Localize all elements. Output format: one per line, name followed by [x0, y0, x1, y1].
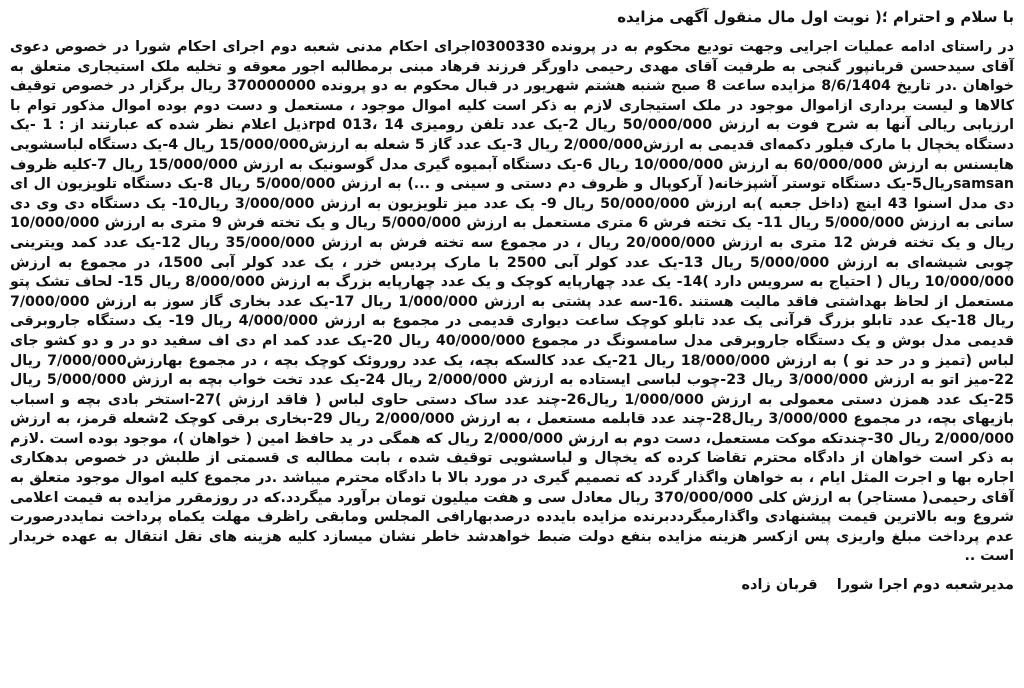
signature-block: [10, 575, 1014, 595]
notice-heading: با سلام و احترام ؛( نوبت اول مال منقول آگهی مزایده: [617, 8, 1014, 26]
signature-title: مدیرشعبه دوم اجرا شورا: [836, 577, 1014, 594]
signature-name: قربان زاده: [741, 577, 818, 594]
notice-body: در راستای ادامه عملیات اجرایی وجهت تودیع محکوم به در پرونده 0300330اجرای احکام مدنی شعبه دوم اجرای احکام شورا در خصوص دعوی آقای سیدحسن قربانپور گنجی به طرفیت آقای مهدی رحیمی داورگر فرزند فرهاد مبنی برمطالبه اجور معوقه و تخلیه ملک استیجاری متعلق به خواهان .در تاریخ 8/6/1404 مزایده ساعت 8 صبح شنبه هشتم شهریور در قبال محکوم به دو پرونده 370000000 ریال برگزار در خصوص توقیف کالاها و لیست برداری ازاموال موجود در ملک استیجاری لازم به ذکر است کلیه اموال موجود ، مستعمل و دست دوم بوده اموال مذکور توام با ارزیابی ریالی آنها به شرح فوت به ارزش 50/000/000 ریال 2-یک عدد تلفن رومیزی 14 ،013 rpdذیل اعلام نظر شده که عبارتند از : 1 -یک دستگاه یخچال با مارک فیلور دکمه‌ای قدیمی به ارزش2/000/000 ریال 3-یک عدد گاز 5 شعله به ارزش15/000/000 ریال 4-یک دستگاه لباسشویی هایسنس به ارزش 60/000/000 به ارزش 10/000/000 ریال 6-یک دستگاه آبمیوه گیری مدل گوسونیک به ارزش 15/000/000 ریال 7-کلیه ظروف samsanریال5-یک دستگاه توستر آشپزخانه( آرکوپال و ظروف دم دستی و سینی و ...) به ارزش 5/000/000 ریال 8-یک دستگاه تلویزیون ال ای دی مدل اسنوا 43 اینچ (داخل جعبه )به ارزش 50/000/000 ریال 9- یک عدد میز تلویزیون به ارزش 3/000/000 ریال10- یک دستگاه دی وی دی سانی به ارزش 5/000/000 ریال 11- یک تخته فرش 6 متری مستعمل به ارزش 5/000/000 ریال و یک تخته فرش 9 متری به ارزش 10/000/000 ریال و یک تخته فرش 12 متری به ارزش 20/000/000 ریال ، در مجموع سه تخته فرش به ارزش 35/000/000 ریال 12-یک عدد کمد ویترینی چوبی شیشه‌ای به ارزش 5/000/000 ریال 13-یک عدد کولر آبی 2500 با مارک پردیس خزر ، یک عدد کولر آبی 1500، در مجموع به ارزش 10/000/000 ریال ( احتیاج به سرویس دارد )14- یک عدد چهارپایه کوچک و یک عدد چهارپایه بزرگ به ارزش 8/000/000 ریال 15- لحاف تشک پتو مستعمل از لحاظ بهداشتی فاقد مالیت هستند .16-سه عدد پشتی به ارزش 1/000/000 ریال 17-یک عدد بخاری گاز سوز به ارزش 7/000/000 ریال 18-یک عدد تابلو بزرگ قرآنی یک عدد تابلو کوچک ساعت دیواری قدیمی در مجموع به ارزش 4/000/000 ریال 19- یک دستگاه جاروبرقی قدیمی مدل بوش و یک دستگاه جاروبرقی مدل سامسونگ در مجموع 40/000/000 ریال 20-یک عدد کمد ام دی اف سفید دو در و دو کشو جای لباس (تمیز و در حد نو ) به ارزش 18/000/000 ریال 21-یک عدد کالسکه بچه، یک عدد روروئک کوچک بچه ، در مجموع بهارزش7/000/000 ریال 22-میز اتو به ارزش 3/000/000 ریال 23-چوب لباسی ایستاده به ارزش 2/000/000 ریال 24-یک عدد تخت خواب بچه به ارزش 5/000/000 ریال 25-یک عدد همزن دستی معمولی به ارزش 1/000/000 ریال26-چند عدد ساک دستی حاوی لباس ( فاقد ارزش )27-استخر بادی بچه و اسباب بازیهای بچه، در مجموع 3/000/000 ریال28-چند عدد قابلمه مستعمل ، به ارزش 2/000/000 ریال 29-بخاری برقی کوچک 2شعله قرمز، به ارزش 2/000/000 ریال 30-چندتکه موکت مستعمل، دست دوم به ارزش 2/000/000 ریال که همگی در ید حافظ امین ( خواهان )، موجود بوده است .لازم به ذکر است خواهان از دادگاه محترم تقاضا کرده که یخچال و لباسشویی توقیف شده ، بابت مطالبه ی قسمتی از طلبش در خصوص بدهکاری اجاره بها و اجرت المثل ایام ، به خواهان واگذار گردد که تصمیم گیری در مورد بالا با دادگاه محترم میباشد .در مجموع کلیه اموال موجود متعلق به آقای رحیمی( مستاجر) به ارزش کلی 370/000/000 ریال معادل سی و هفت میلیون تومان برآورد میگردد.که در روزمقرر مزایده به قیمت اعلامی شروع وبه بالاترین قیمت پیشنهادی واگذارمیگرددبرنده مزایده بایدده درصدبهارافی المجلس ومابقی راظرف مهلت یکماه پرداخت نمایددرصورت عدم پرداخت مبلغ واریزی پس ازکسر هزینه مزایده بنفع دولت ضبط خواهدشد خاطر نشان میسازد کلیه هزینه های نقل انتقال به عهده خریدار است ..: [10, 39, 1015, 565]
